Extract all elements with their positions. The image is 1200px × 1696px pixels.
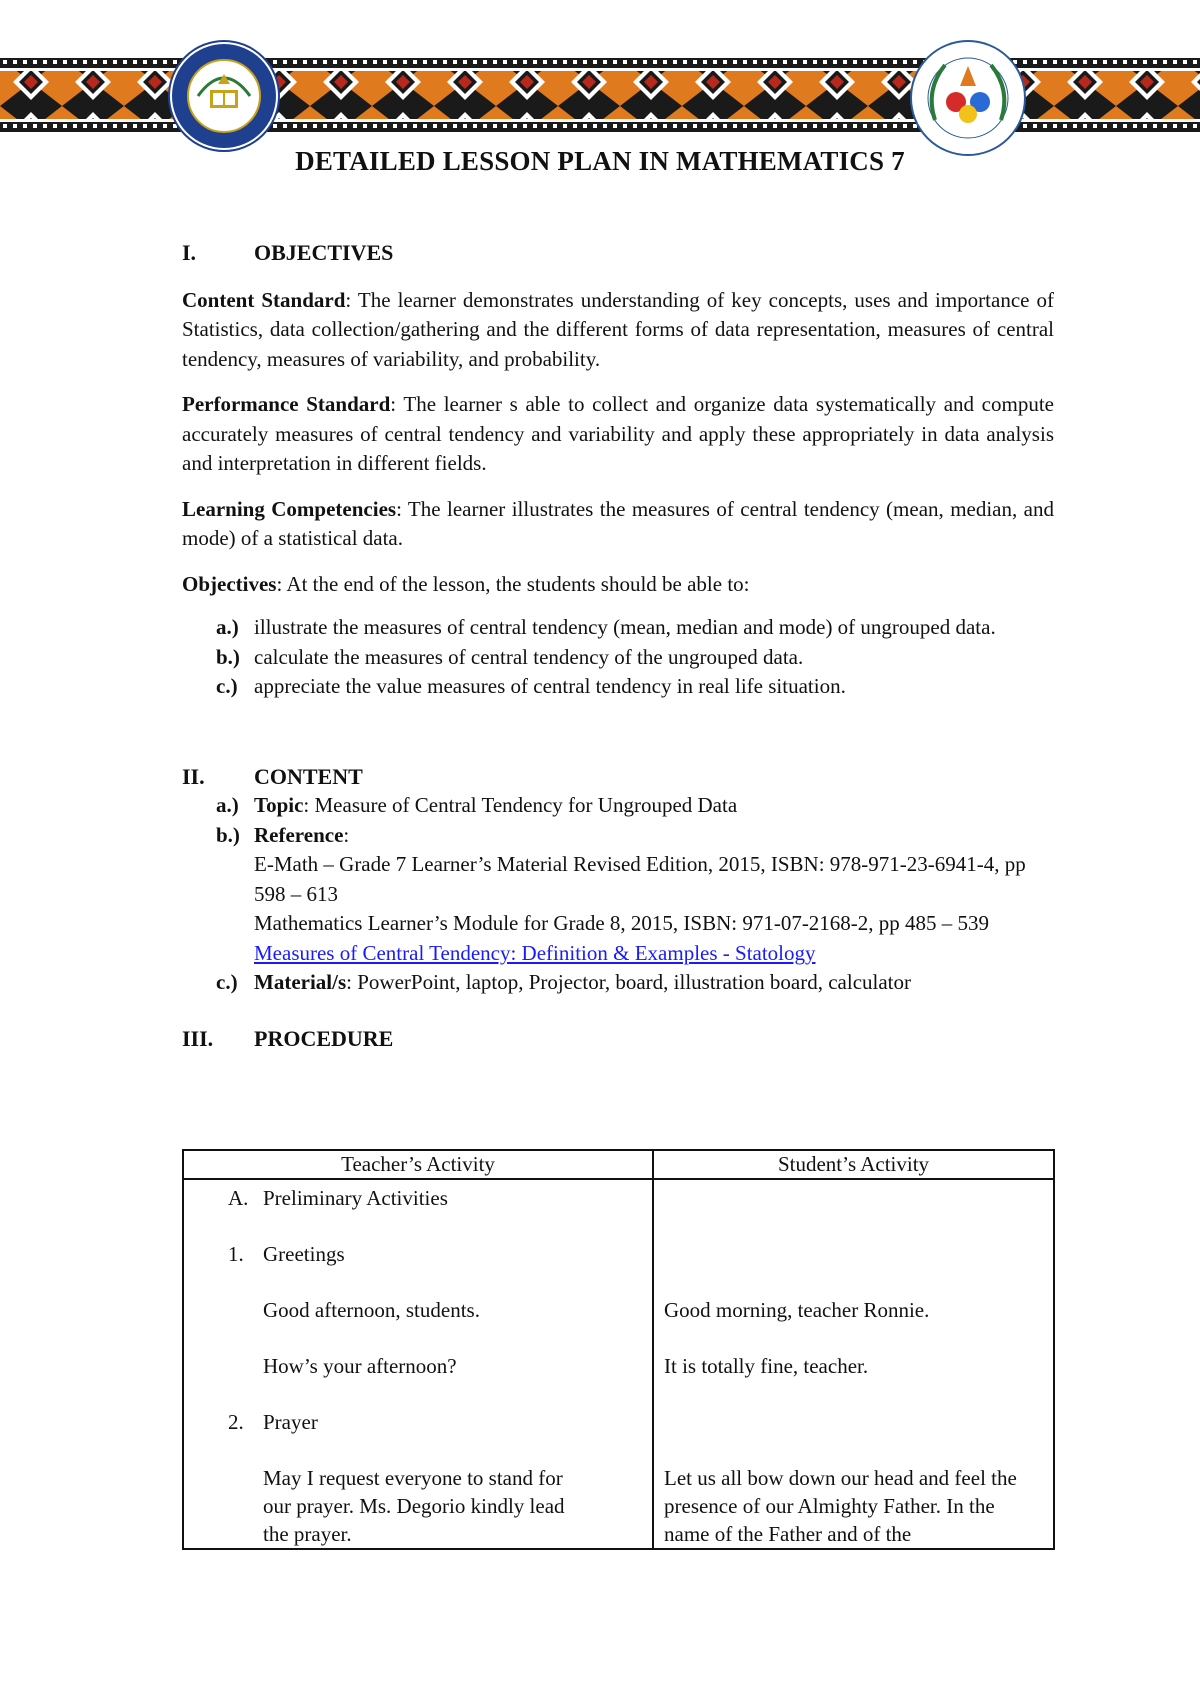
content-standard: Content Standard: The learner demonstrates understanding of key concepts, uses and importance of Statistics, data collection/gathering and the different forms of data representation, measures of central tendency, measures of variability, and probability. [182,287,1054,371]
content-list [182,791,1054,998]
objectives-intro: Objectives: At the end of the lesson, the students should be able to: [182,571,750,596]
content-materials: c.) Material/s: PowerPoint, laptop, Projector, board, illustration board, calculator [216,970,912,994]
table-row [183,1179,1054,1549]
content-reference: b.) Reference: E-Math – Grade 7 Learner’s Material Revised Edition, 2015, ISBN: 978-971-23-6941-4, pp 598 – 613 Mathematics Learner’s Module for Grade 8, 2015, ISBN: 971-07-2168-2, pp 485 – 539 Measures of Central Tendency: Definition & Examples - Statology [182,821,1054,969]
column-header-student: Student’s Activity [653,1150,1054,1179]
university-seal-right [910,40,1026,156]
section-objectives-heading: I. OBJECTIVES [182,240,394,265]
list-item: c.) appreciate the value measures of central tendency in real life situation. [216,674,846,698]
content-topic: a.) Topic: Measure of Central Tendency for Ungrouped Data [216,793,738,817]
learning-competencies: Learning Competencies: The learner illustrates the measures of central tendency (mean, median, and mode) of a statistical data. [182,496,1054,550]
lesson-body [182,238,1054,1053]
reference-1: E-Math – Grade 7 Learner’s Material Revised Edition, 2015, ISBN: 978-971-23-6941-4, pp 598 – 613 [254,852,1026,906]
teacher-line: May I request everyone to stand for our prayer. Ms. Degorio kindly lead the prayer. [263,1466,565,1546]
prayer-item: 2. Prayer [228,1410,318,1434]
teacher-line: How’s your afternoon? [263,1354,457,1378]
reference-link[interactable]: Measures of Central Tendency: Definition & Examples - Statology [254,940,816,965]
section-content-heading: II. CONTENT [182,763,363,789]
section-procedure-heading: III. PROCEDURE [182,1025,394,1051]
list-item: a.) illustrate the measures of central tendency (mean, median and mode) of ungrouped data. [216,615,996,639]
procedure-table [182,1149,1055,1550]
table-header-row [183,1150,1054,1179]
column-header-teacher: Teacher’s Activity [183,1150,653,1179]
reference-2: Mathematics Learner’s Module for Grade 8, 2015, ISBN: 971-07-2168-2, pp 485 – 539 [254,911,990,935]
document-title: DETAILED LESSON PLAN IN MATHEMATICS 7 [295,146,905,176]
student-line: It is totally fine, teacher. [664,1354,869,1378]
objectives-list [182,613,1054,702]
teacher-line: Good afternoon, students. [263,1298,480,1322]
student-line: Good morning, teacher Ronnie. [664,1298,930,1322]
performance-standard: Performance Standard: The learner s able to collect and organize data systematically and compute accurately measures of central tendency and variability and apply these appropriately in data analysis and interpretation in different fields. [182,392,1054,475]
university-seal-left [168,40,280,152]
list-item: b.) calculate the measures of central tendency of the ungrouped data. [216,644,804,669]
greetings-item: 1. Greetings [228,1242,345,1266]
student-line: Let us all bow down our head and feel the presence of our Almighty Father. In the name of the Father and of the [664,1466,1017,1546]
preliminary-activities: A. Preliminary Activities [228,1186,448,1210]
